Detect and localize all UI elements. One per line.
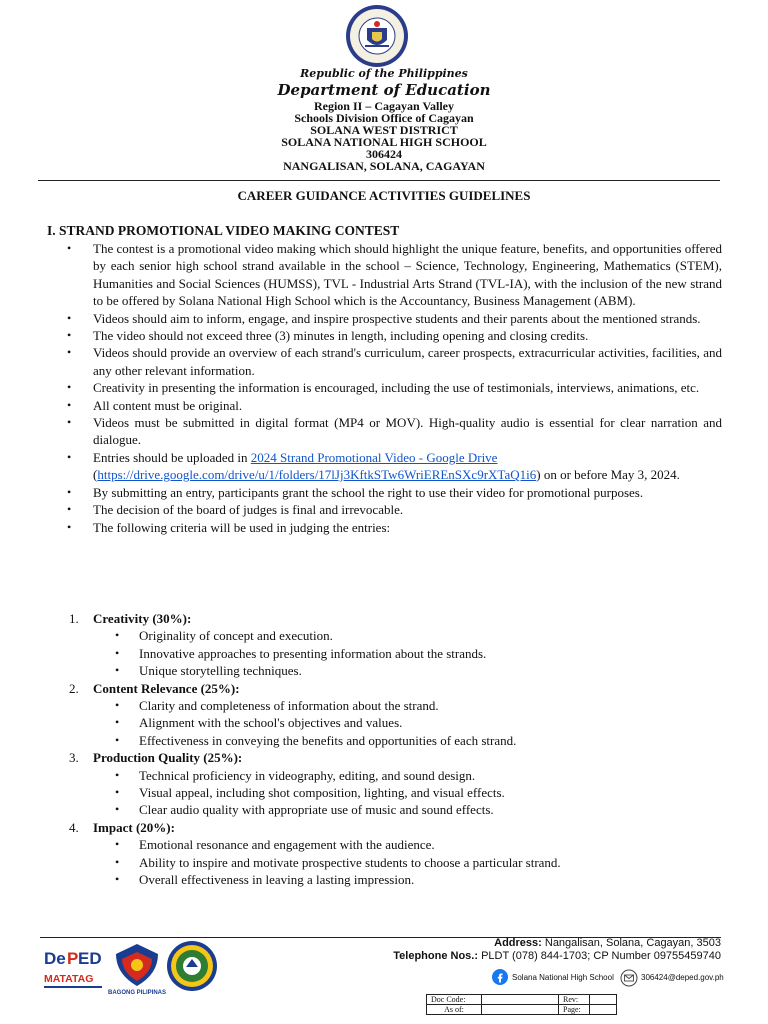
as-of-value [482, 1005, 559, 1015]
criterion-number: 4. [69, 819, 79, 835]
list-item: • Overall effectiveness in leaving a lasting impression. [66, 871, 722, 888]
list-item: • Videos should aim to inform, engage, and inspire prospective students and their parents about the mentioned strands. [66, 310, 722, 327]
list-item: • Videos must be submitted in digital format (MP4 or MOV). High-quality audio is essential for clear narration and dialogue. [66, 414, 722, 449]
document-title: CAREER GUIDANCE ACTIVITIES GUIDELINES [237, 188, 531, 203]
list-item: • By submitting an entry, participants grant the school the right to use their video for promotional purposes. [66, 484, 722, 501]
rev-label: Rev: [559, 995, 590, 1005]
document-body [66, 240, 722, 536]
facebook-icon [492, 969, 508, 985]
doc-code-label: Doc Code: [427, 995, 482, 1005]
region-line: Region II – Cagayan Valley [313, 99, 455, 113]
criterion-points [66, 627, 722, 679]
criterion-points [66, 836, 722, 888]
list-item: • Clear audio quality with appropriate use of music and sound effects. [66, 801, 722, 818]
list-item: • Originality of concept and execution. [66, 627, 722, 644]
page-value [590, 1005, 617, 1015]
district-line: SOLANA WEST DISTRICT [310, 123, 458, 137]
list-item: • Visual appeal, including shot composition, lighting, and visual effects. [66, 784, 722, 801]
drive-folder-link[interactable]: 2024 Strand Promotional Video - Google Drive [250, 449, 498, 465]
department-name: Department of Education [277, 81, 491, 99]
list-item: • Unique storytelling techniques. [66, 662, 722, 679]
deped-seal-logo [345, 4, 409, 68]
criterion-number: 3. [69, 750, 79, 766]
list-item: • All content must be original. [66, 397, 722, 414]
list-item: • The following criteria will be used in judging the entries: [66, 519, 722, 536]
phone-label: Telephone Nos.: [393, 950, 479, 962]
page-label: Page: [559, 1005, 590, 1015]
list-item: • The contest is a promotional video making which should highlight the unique feature, benefits, and opportunities offered by each senior high school strand available in the school – Science, Technology, Engineering, Mathematics (STEM), Humanities and Social Sciences (HUMSS), TVL - Industrial Arts Strand (TVL-IA), with the inclusion of the new strand to be offered by Solana National High School which is the Accountancy, Business Management (ABM). [66, 240, 722, 310]
school-seal-logo [166, 940, 218, 992]
list-item: • Creativity in presenting the information is encouraged, including the use of testimonials, interviews, animations, etc. [66, 379, 722, 396]
division-line: Schools Division Office of Cagayan [294, 111, 474, 125]
address-label: Address: [494, 937, 542, 949]
phone-value: PLDT (078) 844-1703; CP Number 09755459740 [478, 950, 721, 962]
header-divider [38, 180, 720, 181]
list-item: • Ability to inspire and motivate prospective students to choose a particular strand. [66, 854, 722, 871]
footer-phone [393, 951, 721, 962]
deped-matatag-logo [42, 940, 106, 996]
list-item-entries [66, 449, 722, 484]
facebook-page[interactable]: Solana National High School [512, 973, 614, 982]
doc-code-value [482, 995, 559, 1005]
criterion-points [66, 697, 722, 749]
criterion-heading: Content Relevance (25%): [93, 680, 240, 696]
entries-deadline: ) on or before May 3, 2024. [536, 467, 680, 483]
list-item: • The decision of the board of judges is final and irrevocable. [66, 501, 722, 518]
criterion-heading: Impact (20%): [93, 819, 175, 835]
criterion [66, 680, 722, 750]
address-value: Nangalisan, Solana, Cagayan, 3503 [541, 937, 721, 949]
svg-text:De: De [44, 949, 66, 968]
school-line: SOLANA NATIONAL HIGH SCHOOL [281, 135, 487, 149]
drive-url-link[interactable]: https://drive.google.com/drive/u/1/folders/17lJj3KftkSTw6WriEREnSXc9rXTaQ1i6 [97, 467, 537, 483]
footer-address [494, 938, 721, 949]
list-item: • Technical proficiency in videography, editing, and sound design. [66, 767, 722, 784]
republic-line: Republic of the Philippines [300, 67, 468, 80]
location-line: NANGALISAN, SOLANA, CAGAYAN [283, 159, 485, 173]
list-item: • Alignment with the school's objectives and values. [66, 714, 722, 731]
svg-text:MATATAG: MATATAG [44, 973, 94, 985]
as-of-label: As of: [427, 1005, 482, 1015]
list-item: • Videos should provide an overview of each strand's curriculum, career prospects, extracurricular activities, facilities, and any other relevant information. [66, 344, 722, 379]
school-id-line: 306424 [366, 147, 402, 161]
svg-text:P: P [67, 949, 79, 968]
criteria-block [66, 610, 722, 889]
criterion [66, 749, 722, 819]
entries-open-paren: ( [93, 467, 98, 483]
email-icon [620, 969, 638, 987]
entries-prefix: Entries should be uploaded in [93, 449, 251, 465]
bagong-pilipinas-logo [107, 940, 167, 996]
svg-text:ED: ED [78, 949, 102, 968]
criterion-number: 1. [69, 611, 79, 626]
rev-value [590, 995, 617, 1005]
guidelines-list [66, 240, 722, 536]
section-heading: I. STRAND PROMOTIONAL VIDEO MAKING CONTEST [47, 223, 400, 238]
list-item: • Innovative approaches to presenting information about the strands. [66, 645, 722, 662]
criterion-points [66, 767, 722, 819]
list-item: • Emotional resonance and engagement with the audience. [66, 836, 722, 853]
email-address[interactable]: 306424@deped.gov.ph [641, 973, 724, 982]
list-item: • Effectiveness in conveying the benefits and opportunities of each strand. [66, 732, 722, 749]
list-item: • Clarity and completeness of information about the strand. [66, 697, 722, 714]
svg-text:BAGONG PILIPINAS: BAGONG PILIPINAS [107, 990, 167, 996]
criterion-heading: Production Quality (25%): [93, 750, 243, 766]
criterion-number: 2. [69, 680, 79, 696]
criterion [66, 610, 722, 680]
criterion [66, 819, 722, 889]
document-control-table [426, 994, 617, 1015]
list-item: • The video should not exceed three (3) minutes in length, including opening and closing credits. [66, 327, 722, 344]
criterion-heading: Creativity (30%): [93, 611, 192, 626]
